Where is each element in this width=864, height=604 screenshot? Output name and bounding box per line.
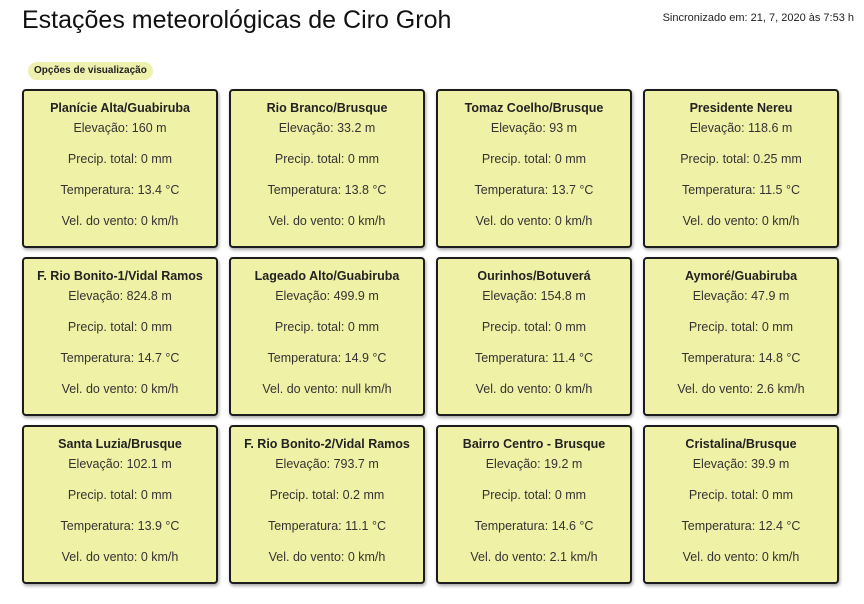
station-temperature: Temperatura: 14.9 °C	[267, 351, 387, 365]
station-name: Lageado Alto/Guabiruba	[254, 269, 400, 283]
station-card	[436, 89, 632, 248]
station-name: Ourinhos/Botuverá	[477, 269, 591, 283]
station-name: Cristalina/Brusque	[685, 437, 797, 451]
station-precipitation: Precip. total: 0 mm	[481, 320, 587, 334]
station-card	[229, 257, 425, 416]
station-temperature: Temperatura: 12.4 °C	[681, 519, 801, 533]
station-precipitation: Precip. total: 0 mm	[481, 488, 587, 502]
station-precipitation: Precip. total: 0 mm	[67, 152, 173, 166]
station-elevation: Elevação: 118.6 m	[689, 121, 793, 135]
station-wind-speed: Vel. do vento: 0 km/h	[682, 550, 800, 564]
station-precipitation: Precip. total: 0.2 mm	[269, 488, 385, 502]
station-wind-speed: Vel. do vento: 0 km/h	[475, 382, 593, 396]
station-card	[229, 425, 425, 584]
station-temperature: Temperatura: 11.4 °C	[474, 351, 594, 365]
stations-grid	[22, 89, 839, 584]
station-card	[643, 425, 839, 584]
station-name: Planície Alta/Guabiruba	[50, 101, 190, 115]
station-card	[22, 89, 218, 248]
station-elevation: Elevação: 47.9 m	[692, 289, 790, 303]
station-name: Tomaz Coelho/Brusque	[464, 101, 604, 115]
station-elevation: Elevação: 93 m	[490, 121, 578, 135]
station-wind-speed: Vel. do vento: 0 km/h	[475, 214, 593, 228]
station-precipitation: Precip. total: 0 mm	[67, 488, 173, 502]
station-wind-speed: Vel. do vento: 0 km/h	[268, 550, 386, 564]
station-elevation: Elevação: 793.7 m	[275, 457, 379, 471]
station-card	[436, 257, 632, 416]
display-options-button[interactable]: Opções de visualização	[28, 62, 153, 80]
station-temperature: Temperatura: 13.7 °C	[474, 183, 594, 197]
station-card	[22, 425, 218, 584]
station-temperature: Temperatura: 11.5 °C	[681, 183, 801, 197]
station-temperature: Temperatura: 13.8 °C	[267, 183, 387, 197]
station-precipitation: Precip. total: 0 mm	[481, 152, 587, 166]
station-elevation: Elevação: 19.2 m	[485, 457, 583, 471]
station-elevation: Elevação: 160 m	[73, 121, 167, 135]
station-precipitation: Precip. total: 0 mm	[274, 320, 380, 334]
station-wind-speed: Vel. do vento: 0 km/h	[61, 214, 179, 228]
station-name: Santa Luzia/Brusque	[58, 437, 182, 451]
station-temperature: Temperatura: 13.9 °C	[60, 519, 180, 533]
station-card	[229, 89, 425, 248]
station-name: Rio Branco/Brusque	[266, 101, 388, 115]
station-temperature: Temperatura: 14.6 °C	[474, 519, 594, 533]
station-card	[643, 257, 839, 416]
station-wind-speed: Vel. do vento: 2.6 km/h	[677, 382, 805, 396]
station-temperature: Temperatura: 11.1 °C	[267, 519, 387, 533]
station-temperature: Temperatura: 14.7 °C	[60, 351, 180, 365]
station-name: Bairro Centro - Brusque	[462, 437, 606, 451]
station-elevation: Elevação: 499.9 m	[275, 289, 379, 303]
station-elevation: Elevação: 824.8 m	[68, 289, 172, 303]
page-title: Estações meteorológicas de Ciro Groh	[22, 6, 452, 34]
station-name: Aymoré/Guabiruba	[684, 269, 798, 283]
station-elevation: Elevação: 33.2 m	[278, 121, 376, 135]
page-header	[22, 4, 854, 40]
station-wind-speed: Vel. do vento: 0 km/h	[682, 214, 800, 228]
sync-timestamp: Sincronizado em: 21, 7, 2020 às 7:53 h	[662, 12, 854, 24]
station-wind-speed: Vel. do vento: null km/h	[262, 382, 392, 396]
station-temperature: Temperatura: 13.4 °C	[60, 183, 180, 197]
station-precipitation: Precip. total: 0.25 mm	[680, 152, 802, 166]
station-elevation: Elevação: 39.9 m	[692, 457, 790, 471]
station-temperature: Temperatura: 14.8 °C	[681, 351, 801, 365]
station-precipitation: Precip. total: 0 mm	[688, 488, 794, 502]
station-card	[643, 89, 839, 248]
station-elevation: Elevação: 102.1 m	[68, 457, 172, 471]
station-card	[436, 425, 632, 584]
station-card	[22, 257, 218, 416]
station-wind-speed: Vel. do vento: 2.1 km/h	[470, 550, 598, 564]
station-name: F. Rio Bonito-1/Vidal Ramos	[37, 269, 203, 283]
station-name: F. Rio Bonito-2/Vidal Ramos	[244, 437, 410, 451]
station-wind-speed: Vel. do vento: 0 km/h	[61, 550, 179, 564]
station-precipitation: Precip. total: 0 mm	[688, 320, 794, 334]
station-wind-speed: Vel. do vento: 0 km/h	[61, 382, 179, 396]
station-precipitation: Precip. total: 0 mm	[67, 320, 173, 334]
station-name: Presidente Nereu	[689, 101, 793, 115]
station-precipitation: Precip. total: 0 mm	[274, 152, 380, 166]
station-wind-speed: Vel. do vento: 0 km/h	[268, 214, 386, 228]
station-elevation: Elevação: 154.8 m	[482, 289, 586, 303]
